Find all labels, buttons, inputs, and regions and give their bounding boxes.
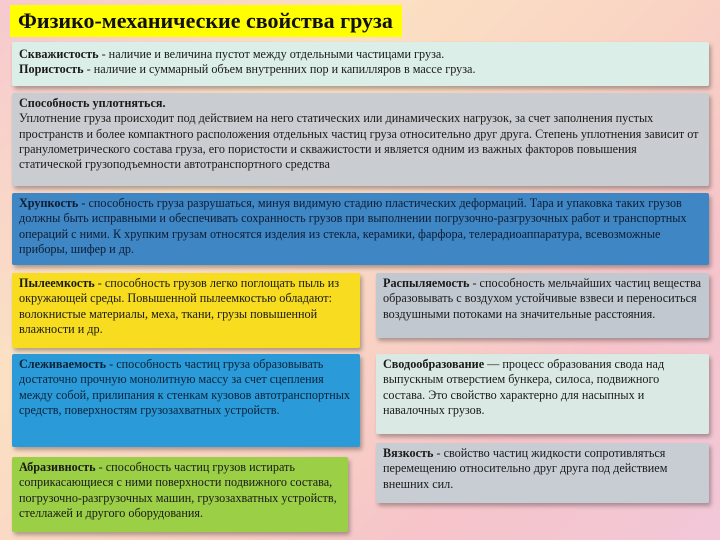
atomization-text: - способность мельчайших частиц вещества образовывать с воздухом устойчивые взвеси и переноситься воздушными потоками на значительные расстояния. xyxy=(383,276,702,321)
dusting-text: - способность грузов легко поглощать пыль из окружающей среды. Повышенной пылеемкостью обладают: волокнистые материалы, меха, ткани, грузы повышенной влажности и др. xyxy=(19,276,340,336)
page-title: Физико-механические свойства груза xyxy=(10,5,402,37)
viscosity-block xyxy=(376,443,709,503)
fragility-block xyxy=(12,193,709,265)
porosity-line-2 xyxy=(19,62,702,77)
caking-text: - способность частиц груза образовывать достаточно прочную монолитную массу за счет сцепления между собой, прилипания к стенкам кузовов автотранспортных средств, поверхностям грузозахватных устройств. xyxy=(19,357,351,417)
caking-term: Слеживаемость xyxy=(19,357,107,371)
atomization-term: Распыляемость xyxy=(383,276,470,290)
compaction-term: Способность уплотняться. xyxy=(19,96,166,110)
compaction-block xyxy=(12,93,709,186)
arching-term: Сводообразование xyxy=(383,357,485,371)
dusting-block xyxy=(12,273,360,348)
caking-block xyxy=(12,354,360,447)
abrasiveness-term: Абразивность xyxy=(19,460,96,474)
fragility-text: - способность груза разрушаться, минуя видимую стадию пластических деформаций. Тара и упаковка таких грузов должны быть исправными и обеспечивать сохранность грузов при выполнении погрузочно-разгрузочных работ и транспортных операций с ними. К хрупким грузам относятся изделия из стекла, керамики, фарфора, телерадиоаппаратура, всевозможные приборы, шифер и др. xyxy=(19,196,687,256)
porosity-text-2: - наличие и суммарный объем внутренних пор и капилляров в массе груза. xyxy=(83,62,476,77)
dusting-term: Пылеемкость xyxy=(19,276,95,290)
viscosity-term: Вязкость xyxy=(383,446,434,460)
arching-text: — процесс образования свода над выпускным отверстием бункера, силоса, подвижного состава. Это свойство характерно для насыпных и навалочных грузов. xyxy=(383,357,665,417)
porosity-block xyxy=(12,42,709,86)
viscosity-text: - свойство частиц жидкости сопротивляться перемещению относительно друг друга под действием внешних сил. xyxy=(383,446,668,491)
porosity-term-1: Скважистость xyxy=(19,47,99,61)
porosity-term-2: Пористость xyxy=(19,62,84,77)
arching-block xyxy=(376,354,709,434)
abrasiveness-text: - способность частиц грузов истирать соприкасающиеся с ними поверхности подвижного состава, погрузочно-разгрузочных машин, грузозахватных устройств, стеллажей и другого оборудования. xyxy=(19,460,337,520)
porosity-line-1 xyxy=(19,47,702,62)
porosity-text-1: - наличие и величина пустот между отдельными частицами груза. xyxy=(98,47,445,61)
compaction-text: Уплотнение груза происходит под действием на него статических или динамических нагрузок, за счет заполнения пустых пространств и более компактного расположения отдельных частиц груза относительно друг друга. Степень уплотнения зависит от гранулометрического состава груза, его пористости и скважистости и является одним из важных факторов повышения статической грузоподъемности автотранспортного средства xyxy=(19,111,699,172)
atomization-block xyxy=(376,273,709,338)
fragility-term: Хрупкость xyxy=(19,196,79,210)
abrasiveness-block xyxy=(12,457,348,532)
